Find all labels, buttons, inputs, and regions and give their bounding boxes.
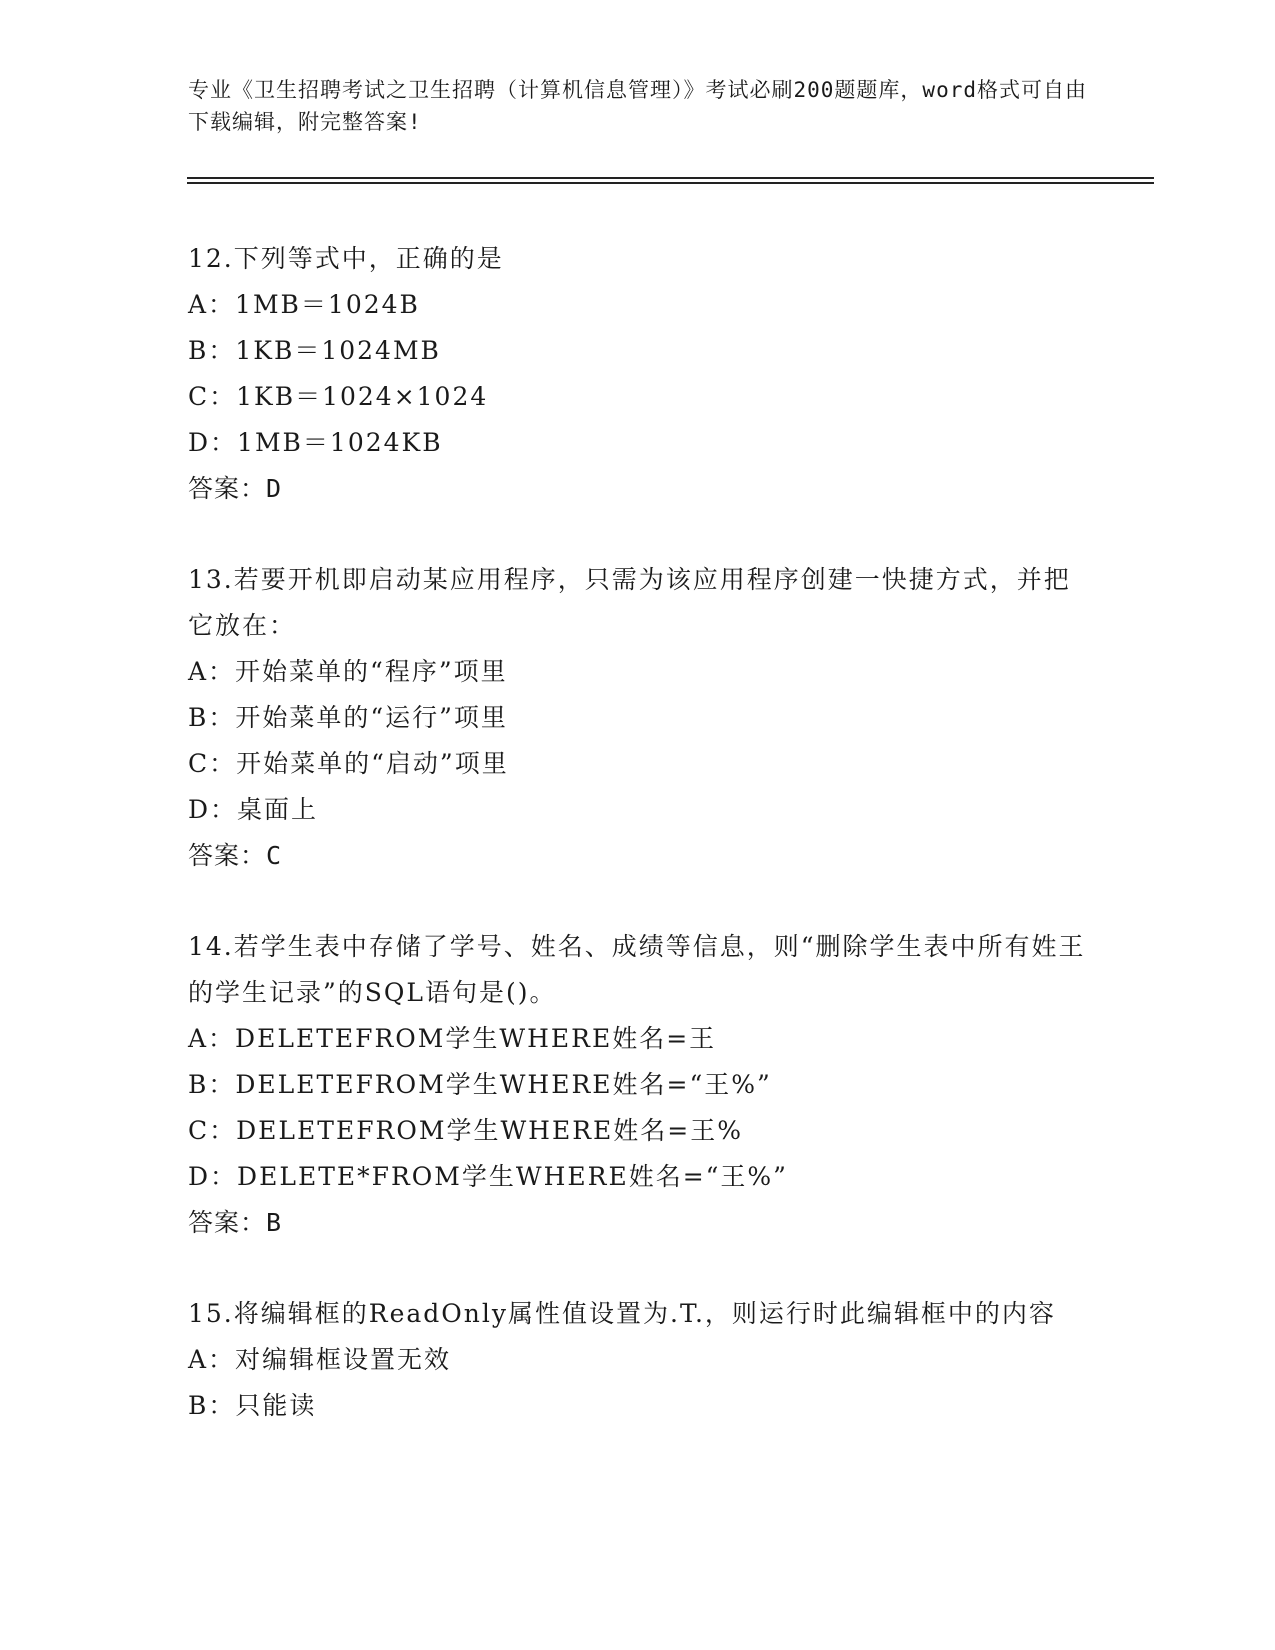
question-text: 13.若要开机即启动某应用程序，只需为该应用程序创建一快捷方式，并把它放在：	[188, 565, 1071, 640]
option-b: B：1KB＝1024MB	[188, 336, 441, 365]
header-divider-bottom	[187, 182, 1154, 184]
question-15	[188, 1291, 1088, 1429]
question-12	[188, 236, 1088, 512]
option-c: C：DELETEFROM学生WHERE姓名=王%	[188, 1116, 743, 1145]
question-text: 15.将编辑框的ReadOnly属性值设置为.T.，则运行时此编辑框中的内容	[188, 1299, 1056, 1328]
option-a: A：DELETEFROM学生WHERE姓名=王	[188, 1024, 717, 1053]
question-14	[188, 924, 1088, 1246]
option-a: A：对编辑框设置无效	[188, 1345, 452, 1374]
option-d: D：桌面上	[188, 795, 319, 824]
question-list	[188, 236, 1088, 1474]
question-text: 14.若学生表中存储了学号、姓名、成绩等信息，则“删除学生表中所有姓王的学生记录”的SQL语句是()。	[188, 932, 1086, 1007]
option-c: C：1KB＝1024×1024	[188, 382, 489, 411]
option-b: B：只能读	[188, 1391, 317, 1420]
option-a: A：1MB＝1024B	[188, 290, 420, 319]
option-d: D：1MB＝1024KB	[188, 428, 443, 457]
document-header: 专业《卫生招聘考试之卫生招聘（计算机信息管理）》考试必刷200题题库，word格式可自由下载编辑，附完整答案!	[188, 78, 1087, 134]
answer-line: 答案：C	[188, 841, 283, 870]
answer-line: 答案：B	[188, 1208, 283, 1237]
option-b: B：DELETEFROM学生WHERE姓名=“王%”	[188, 1070, 772, 1099]
option-a: A：开始菜单的“程序”项里	[188, 657, 508, 686]
option-c: C：开始菜单的“启动”项里	[188, 749, 509, 778]
question-13	[188, 557, 1088, 879]
answer-line: 答案：D	[188, 474, 283, 503]
option-b: B：开始菜单的“运行”项里	[188, 703, 508, 732]
option-d: D：DELETE*FROM学生WHERE姓名=“王%”	[188, 1162, 788, 1191]
header-divider-top	[187, 177, 1154, 179]
question-text: 12.下列等式中，正确的是	[188, 244, 504, 273]
